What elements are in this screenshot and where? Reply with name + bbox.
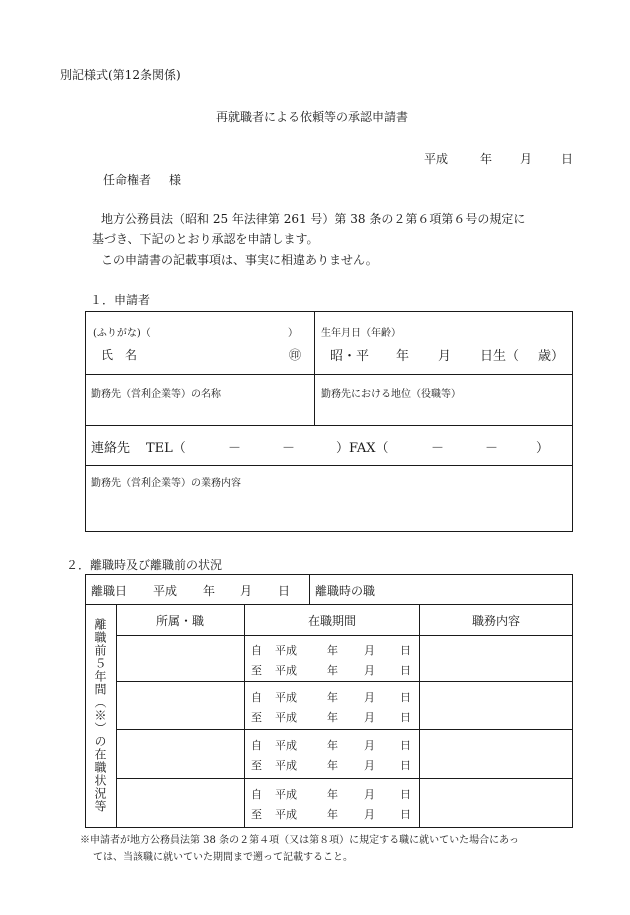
to-mark: 至: [251, 808, 262, 821]
to-month: 月: [364, 808, 375, 821]
retire-day: 日: [278, 584, 291, 598]
to-mark: 至: [251, 711, 262, 724]
from-year: 年: [327, 788, 338, 801]
tel-dash-1: －: [228, 441, 242, 456]
to-day: 日: [400, 759, 411, 772]
to-era: 平成: [275, 711, 297, 724]
retire-month: 月: [240, 584, 253, 598]
from-day: 日: [400, 644, 411, 657]
from-day: 日: [400, 691, 411, 704]
form-title: 再就職者による依頼等の承認申請書: [216, 110, 409, 124]
date-era: 平成: [424, 152, 449, 166]
to-day: 日: [400, 664, 411, 677]
date-month: 月: [520, 152, 533, 166]
to-era: 平成: [275, 664, 297, 677]
to-month: 月: [364, 664, 375, 677]
from-mark: 自: [251, 739, 262, 752]
to-day: 日: [400, 808, 411, 821]
retire-date-label: 離職日: [91, 584, 128, 598]
from-era: 平成: [275, 691, 297, 704]
from-era: 平成: [275, 644, 297, 657]
col-duties: 職務内容: [472, 614, 521, 628]
footnote-line-2: ては、当該職に就いていた期間まで遡って記載すること。: [93, 852, 353, 863]
from-mark: 自: [251, 644, 262, 657]
col-affiliation: 所属・職: [156, 614, 205, 628]
tel-dash-2: －: [282, 441, 296, 456]
to-mark: 至: [251, 759, 262, 772]
retire-post-label: 離職時の職: [315, 584, 376, 598]
from-month: 月: [364, 691, 375, 704]
fax-dash-1: －: [431, 441, 445, 456]
retire-year: 年: [203, 584, 216, 598]
footnote-line-1: ※申請者が地方公務員法第 38 条の２第４項（又は第８項）に規定する職に就いていた場合にあっ: [80, 835, 519, 846]
from-month: 月: [364, 644, 375, 657]
birth-era: 昭・平: [330, 349, 370, 364]
to-year: 年: [327, 759, 338, 772]
addressee-name: 任命権者: [103, 173, 152, 187]
name-label: 氏 名: [101, 348, 138, 362]
attestation-line: この申請書の記載事項は、事実に相違ありません。: [101, 253, 378, 267]
furigana-close: ）: [288, 328, 298, 339]
from-day: 日: [400, 788, 411, 801]
retire-era: 平成: [153, 584, 178, 598]
form-reference: 別記様式(第12条関係): [60, 68, 181, 82]
birth-day: 日生（: [480, 349, 520, 364]
to-month: 月: [364, 711, 375, 724]
birth-age: 歳）: [538, 349, 565, 364]
addressee-honorific: 様: [169, 173, 182, 187]
furigana-label: (ふりがな)（: [93, 328, 151, 339]
employer-name-label: 勤務先（営利企業等）の名称: [91, 389, 221, 400]
to-era: 平成: [275, 808, 297, 821]
from-mark: 自: [251, 691, 262, 704]
from-year: 年: [327, 644, 338, 657]
to-year: 年: [327, 664, 338, 677]
contact-close: ）: [536, 441, 550, 456]
date-year: 年: [480, 152, 493, 166]
side-label: 離職前５年間（※）の在職状況等: [93, 618, 107, 813]
statement-line-2: 基づき、下記のとおり承認を申請します。: [92, 232, 319, 246]
from-month: 月: [364, 788, 375, 801]
from-mark: 自: [251, 788, 262, 801]
fax-label: ）FAX（: [336, 441, 389, 456]
to-day: 日: [400, 711, 411, 724]
birth-year: 年: [396, 349, 410, 364]
to-mark: 至: [251, 664, 262, 677]
from-era: 平成: [275, 739, 297, 752]
seal-mark: ㊞: [289, 348, 302, 362]
statement-line-1: 地方公務員法（昭和 25 年法律第 261 号）第 38 条の２第６項第６号の規定に: [101, 212, 526, 226]
to-era: 平成: [275, 759, 297, 772]
section1-heading: １．申請者: [90, 293, 151, 307]
to-year: 年: [327, 711, 338, 724]
col-period: 在職期間: [308, 614, 357, 628]
birth-month: 月: [438, 349, 452, 364]
from-year: 年: [327, 739, 338, 752]
to-month: 月: [364, 759, 375, 772]
from-day: 日: [400, 739, 411, 752]
from-month: 月: [364, 739, 375, 752]
from-era: 平成: [275, 788, 297, 801]
to-year: 年: [327, 808, 338, 821]
from-year: 年: [327, 691, 338, 704]
fax-dash-2: －: [485, 441, 499, 456]
section2-heading: ２．離職時及び離職前の状況: [66, 558, 223, 572]
position-label: 勤務先における地位（役職等）: [321, 389, 461, 400]
contact-label: 連絡先: [91, 441, 131, 456]
tel-label: TEL（: [146, 441, 186, 456]
business-label: 勤務先（営利企業等）の業務内容: [91, 478, 241, 489]
date-day: 日: [561, 152, 574, 166]
birth-label: 生年月日（年齢）: [321, 328, 401, 339]
